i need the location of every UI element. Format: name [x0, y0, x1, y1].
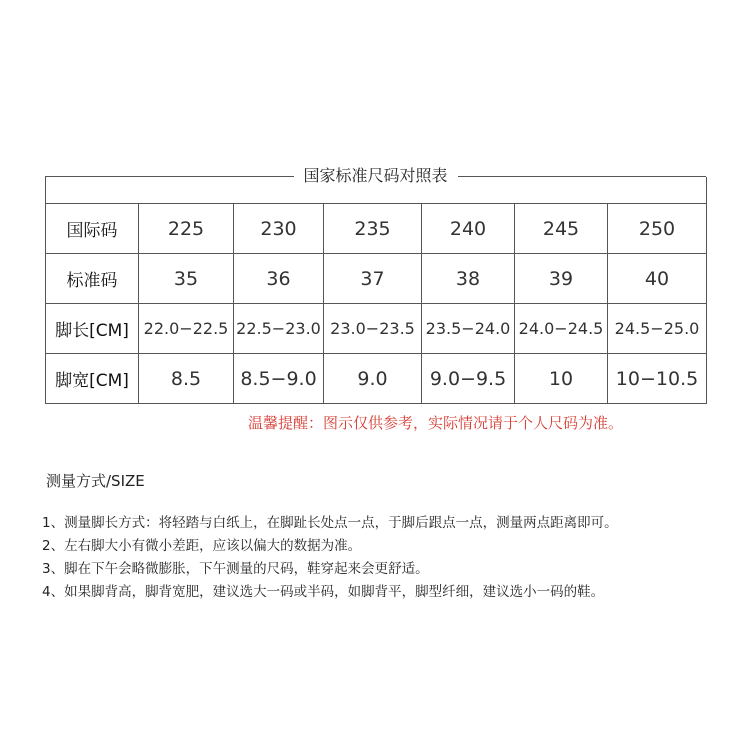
- row-label: 国际码: [46, 204, 139, 254]
- table-row-foot-length: [46, 304, 707, 354]
- table-cell: 22.0−22.5: [139, 304, 234, 354]
- note-item: 3、脚在下午会略微膨胀，下午测量的尺码，鞋穿起来会更舒适。: [42, 561, 429, 577]
- table-cell: 35: [139, 254, 234, 304]
- table-cell: 235: [324, 204, 422, 254]
- table-cell: 8.5: [139, 354, 234, 404]
- table-cell: 39: [515, 254, 608, 304]
- note-item: 1、测量脚长方式：将轻踏与白纸上，在脚趾长处点一点，于脚后跟点一点，测量两点距离即可。: [42, 515, 618, 531]
- table-cell: 36: [234, 254, 324, 304]
- page-title: 国家标准尺码对照表: [293, 162, 457, 190]
- measure-section-title: 测量方式/SIZE: [46, 472, 145, 490]
- note-item: 4、如果脚背高，脚背宽肥，建议选大一码或半码，如脚背平，脚型纤细，建议选小一码的鞋。: [42, 584, 605, 600]
- measure-notes: [42, 512, 732, 604]
- reminder-note: 温馨提醒：图示仅供参考，实际情况请于个人尺码为准。: [248, 414, 624, 432]
- table-cell: 22.5−23.0: [234, 304, 324, 354]
- table-cell: 24.5−25.0: [608, 304, 707, 354]
- note-item: 2、左右脚大小有微小差距，应该以偏大的数据为准。: [42, 538, 362, 554]
- table-cell: 8.5−9.0: [234, 354, 324, 404]
- table-cell: 10: [515, 354, 608, 404]
- table-cell: 9.0: [324, 354, 422, 404]
- table-cell: 38: [422, 254, 515, 304]
- row-label: 标准码: [46, 254, 139, 304]
- table-cell: 10−10.5: [608, 354, 707, 404]
- table-cell: 9.0−9.5: [422, 354, 515, 404]
- table-cell: 37: [324, 254, 422, 304]
- table-row-international: [46, 204, 707, 254]
- row-label: 脚长[CM]: [46, 304, 139, 354]
- table-row-standard: [46, 254, 707, 304]
- table-cell: 250: [608, 204, 707, 254]
- row-label: 脚宽[CM]: [46, 354, 139, 404]
- table-cell: 225: [139, 204, 234, 254]
- table-cell: 23.5−24.0: [422, 304, 515, 354]
- table-cell: 24.0−24.5: [515, 304, 608, 354]
- table-cell: 230: [234, 204, 324, 254]
- table-cell: 23.0−23.5: [324, 304, 422, 354]
- table-cell: 245: [515, 204, 608, 254]
- size-table: [45, 177, 707, 404]
- table-header-spacer: [46, 177, 707, 204]
- table-cell: 40: [608, 254, 707, 304]
- table-cell: 240: [422, 204, 515, 254]
- table-row-foot-width: [46, 354, 707, 404]
